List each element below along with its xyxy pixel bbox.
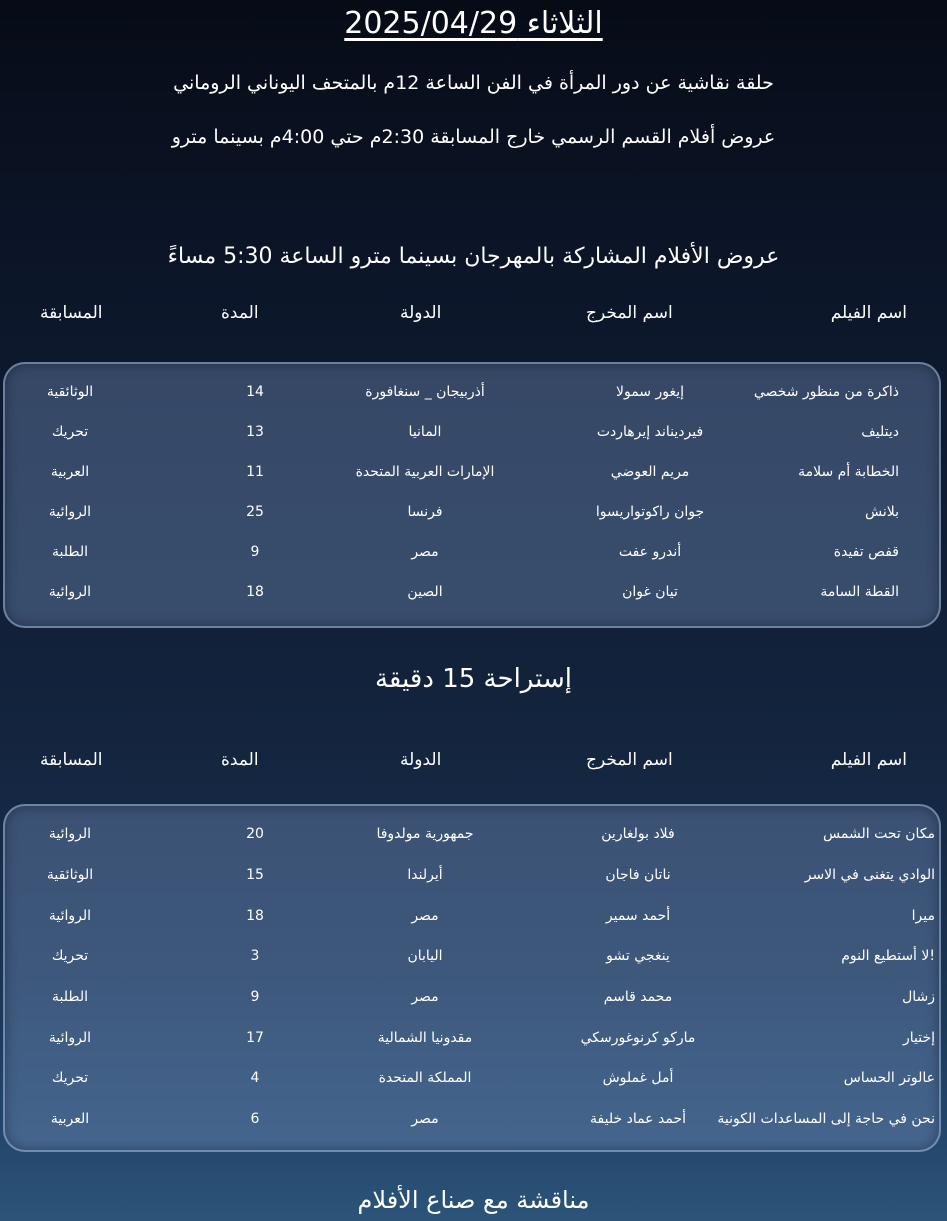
cell-film: بلانش [865,504,899,520]
cell-film: لا أستطيع النوم! [841,948,935,964]
cell-film: نحن في حاجة إلى المساعدات الكونية [717,1111,935,1127]
discussion-title: مناقشة مع صناع الأفلام [357,1186,590,1214]
cell-competition: الروائية [48,908,92,924]
cell-competition: الوثائقية [46,384,94,400]
cell-film: الوادي يتغنى في الاسر [804,867,935,883]
cell-country: الصين [407,584,443,600]
cell-country: الإمارات العربية المتحدة [355,464,495,480]
cell-competition: الروائية [48,1030,92,1046]
cell-country: مصر [411,989,439,1005]
cell-director: أحمد عماد خليفة [590,1111,686,1127]
cell-competition: الروائية [48,504,92,520]
cell-director: فيرديناند إيرهاردت [596,424,704,440]
cell-competition: العربية [50,464,90,480]
cell-country: اليابان [407,948,443,964]
cell-film: ميرا [911,908,935,924]
cell-director: إيغور سمولا [615,384,685,400]
table-row [5,498,939,528]
cell-competition: الوثائقية [46,867,94,883]
table-2-header [0,750,947,780]
event-line-1: حلقة نقاشية عن دور المرأة في الفن الساعة 12م بالمتحف اليوناني الروماني [173,72,774,94]
cell-country: أذربيجان _ سنغافورة [365,384,485,400]
cell-competition: الطلبة [51,544,88,560]
cell-director: تيان غوان [622,584,678,600]
col-header-competition: المسابقة [40,303,103,323]
cell-country: أيرلندا [407,867,443,883]
cell-country: المانيا [408,424,442,440]
col-header-country: الدولة [400,750,442,770]
cell-country: مقدونيا الشمالية [377,1030,473,1046]
cell-director: أندرو عفت [618,544,682,560]
cell-duration: 9 [250,989,260,1005]
table-row [5,820,939,850]
table-1-panel [3,362,941,628]
cell-film: عالوتر الحساس [843,1070,935,1086]
cell-director: فلاد بولغارين [601,826,675,842]
table-row [5,902,939,932]
cell-duration: 18 [246,584,264,600]
table-row [5,1024,939,1054]
cell-duration: 4 [250,1070,260,1086]
cell-duration: 13 [246,424,264,440]
table-row [5,942,939,972]
cell-duration: 15 [246,867,264,883]
cell-director: ينغجي تشو [606,948,670,964]
col-header-duration: المدة [221,303,259,323]
cell-competition: العربية [50,1111,90,1127]
cell-director: أحمد سمير [605,908,671,924]
cell-film: الخطابة أم سلامة [798,464,899,480]
cell-director: جوان راكوتواريسوا [595,504,705,520]
cell-country: مصر [411,1111,439,1127]
cell-duration: 6 [250,1111,260,1127]
table-row [5,1105,939,1135]
cell-director: ماركو كرنوغورسكي [580,1030,696,1046]
table-row [5,578,939,608]
cell-film: قفص تفيدة [833,544,899,560]
cell-country: المملكة المتحدة [378,1070,472,1086]
table-1-header [0,303,947,333]
cell-country: جمهورية مولدوفا [376,826,474,842]
cell-film: ديتليف [861,424,899,440]
cell-country: فرنسا [407,504,443,520]
table-row [5,538,939,568]
cell-director: محمد قاسم [603,989,673,1005]
col-header-film: اسم الفيلم [830,303,907,323]
cell-country: مصر [411,544,439,560]
date-title: الثلاثاء 2025/04/29 [344,6,603,41]
col-header-director: اسم المخرج [586,750,673,770]
col-header-duration: المدة [221,750,259,770]
table-row [5,1064,939,1094]
cell-film: القطة السامة [820,584,899,600]
cell-duration: 17 [246,1030,264,1046]
cell-competition: تحريك [51,948,89,964]
cell-director: ناتان فاجان [605,867,671,883]
cell-director: مريم العوضي [610,464,690,480]
cell-duration: 25 [246,504,264,520]
cell-film: مكان تحت الشمس [823,826,935,842]
col-header-director: اسم المخرج [586,303,673,323]
table-row [5,458,939,488]
cell-director: أمل غملوش [602,1070,674,1086]
cell-film: ذاكرة من منظور شخصي [753,384,899,400]
table-row [5,983,939,1013]
cell-competition: الطلبة [51,989,88,1005]
cell-duration: 14 [246,384,264,400]
cell-country: مصر [411,908,439,924]
cell-competition: تحريك [51,1070,89,1086]
cell-duration: 18 [246,908,264,924]
event-line-2: عروض أفلام القسم الرسمي خارج المسابقة 2:30م حتي 4:00م بسينما مترو [171,126,776,148]
break-text: إستراحة 15 دقيقة [374,664,572,694]
col-header-country: الدولة [400,303,442,323]
cell-duration: 11 [246,464,264,480]
table-2-panel [3,804,941,1152]
col-header-competition: المسابقة [40,750,103,770]
cell-film: زشال [902,989,935,1005]
table-row [5,418,939,448]
section-1-title: عروض الأفلام المشاركة بالمهرجان بسينما مترو الساعة 5:30 مساءً [167,244,780,269]
col-header-film: اسم الفيلم [830,750,907,770]
table-row [5,861,939,891]
cell-competition: الروائية [48,584,92,600]
cell-competition: تحريك [51,424,89,440]
cell-duration: 20 [246,826,264,842]
cell-competition: الروائية [48,826,92,842]
cell-duration: 9 [250,544,260,560]
cell-film: إختيار [902,1030,935,1046]
cell-duration: 3 [250,948,260,964]
table-row [5,378,939,408]
